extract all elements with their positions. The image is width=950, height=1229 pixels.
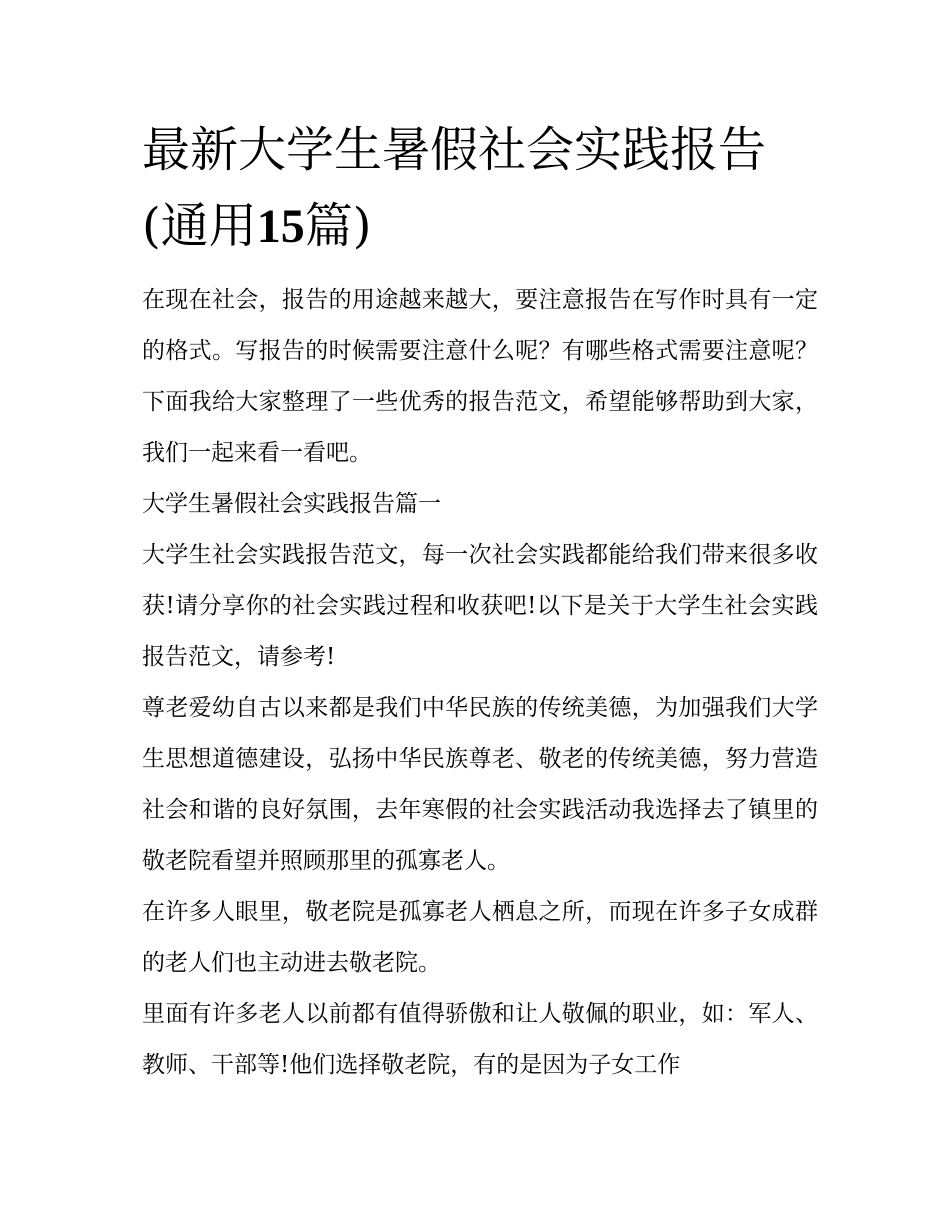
document-body — [142, 275, 818, 1091]
title-suffix: 篇) — [304, 198, 372, 254]
paragraph: 尊老爱幼自古以来都是我们中华民族的传统美德，为加强我们大学生思想道德建设，弘扬中华民族尊老、敬老的传统美德，努力营造社会和谐的良好氛围，去年寒假的社会实践活动我选择去了镇里的敬老院看望并照顾那里的孤寡老人。 — [142, 695, 818, 874]
paragraph: 大学生社会实践报告范文，每一次社会实践都能给我们带来很多收获!请分享你的社会实践过程和收获吧!以下是关于大学生社会实践报告范文，请参考! — [142, 542, 818, 670]
paragraph-intro: 在现在社会，报告的用途越来越大，要注意报告在写作时具有一定的格式。写报告的时候需要注意什么呢？有哪些格式需要注意呢？下面我给大家整理了一些优秀的报告范文，希望能够帮助到大家，我们一起来看一看吧。 — [142, 287, 818, 466]
document-title — [142, 112, 822, 265]
section-heading: 大学生暑假社会实践报告篇一 — [142, 491, 441, 517]
title-prefix: 最新大学生暑假社会实践报告(通用 — [142, 122, 767, 254]
paragraph: 在许多人眼里，敬老院是孤寡老人栖息之所，而现在许多子女成群的老人们也主动进去敬老院。 — [142, 899, 818, 976]
paragraph: 里面有许多老人以前都有值得骄傲和让人敬佩的职业，如：军人、教师、干部等!他们选择敬老院，有的是因为子女工作 — [142, 1001, 818, 1078]
title-number: 15 — [256, 200, 305, 253]
